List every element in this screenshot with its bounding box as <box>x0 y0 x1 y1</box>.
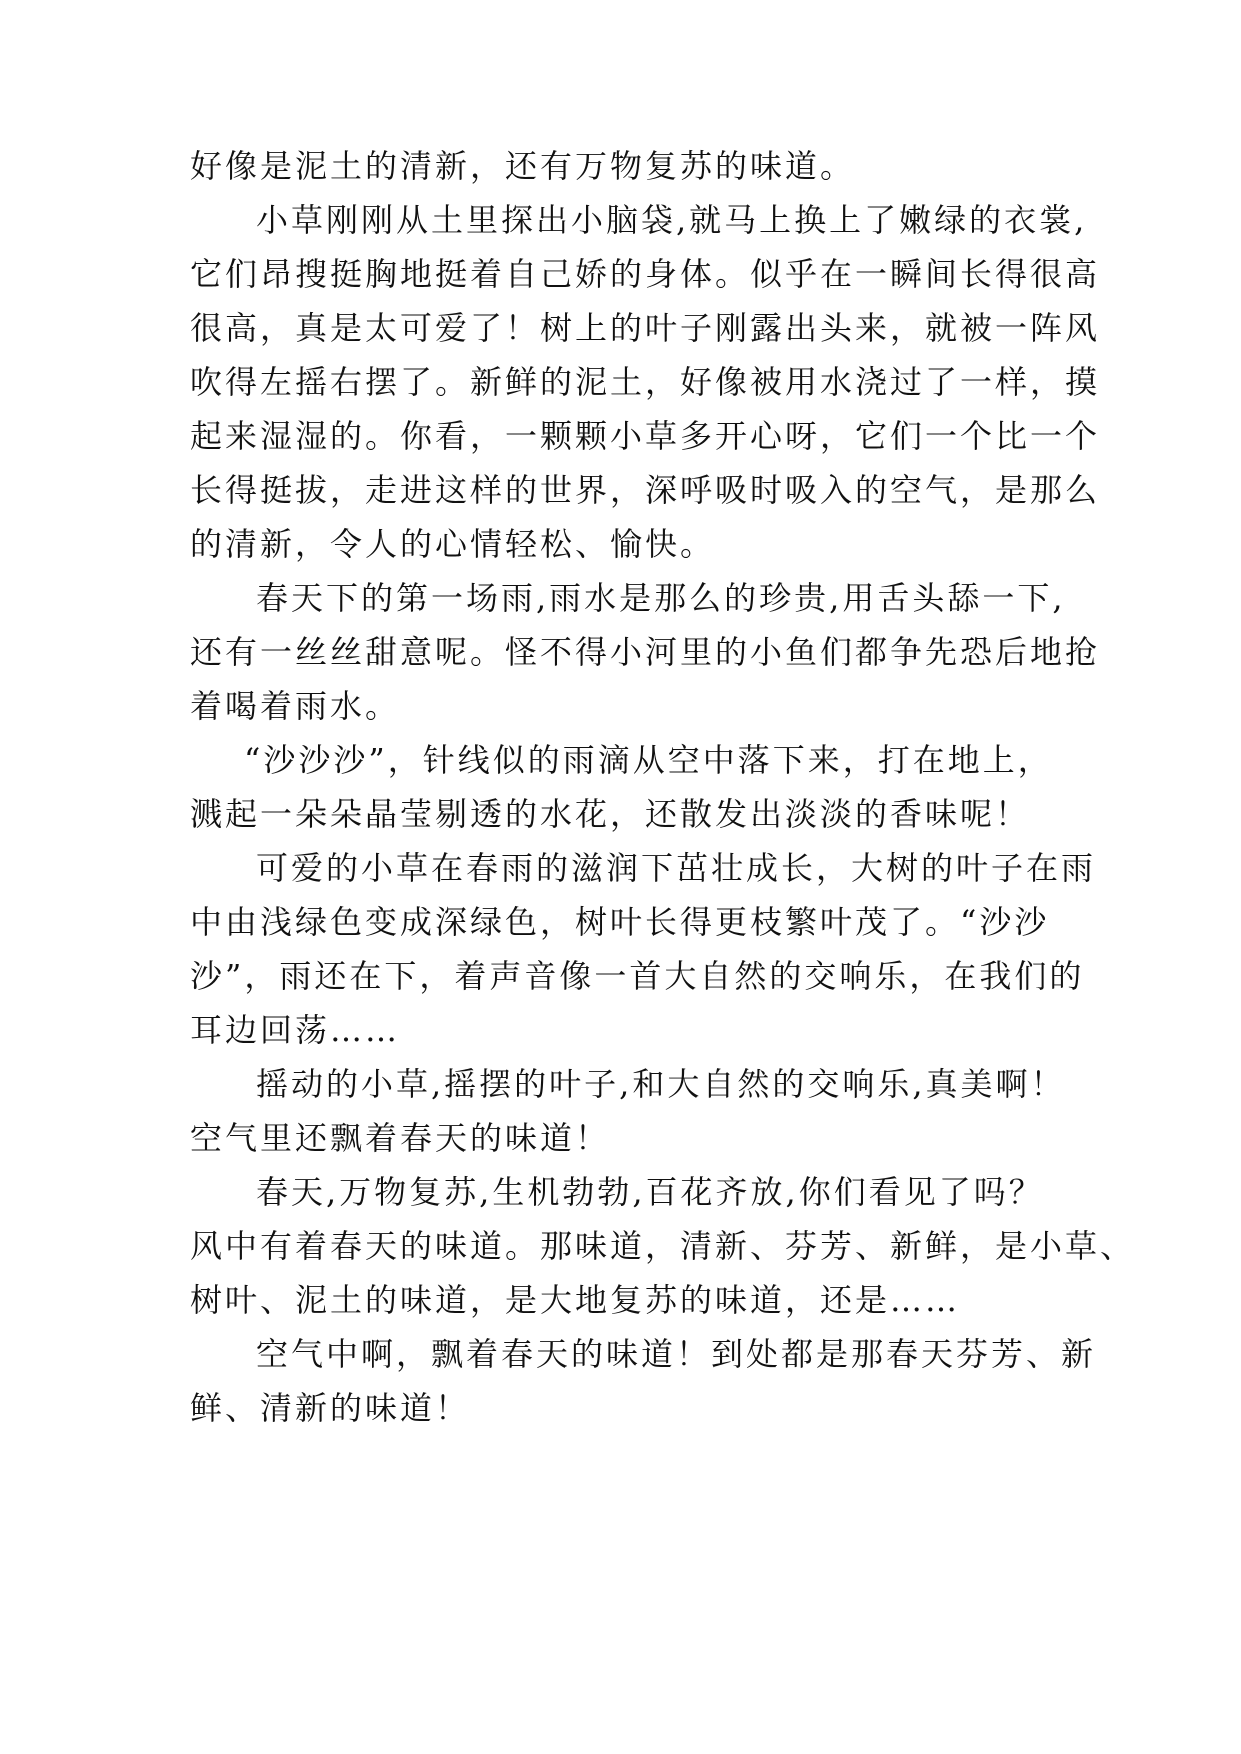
text-line: 很高，真是太可爱了！树上的叶子刚露出头来，就被一阵风 <box>190 309 1101 347</box>
text-line: 耳边回荡…… <box>190 1011 401 1049</box>
text-line: 中由浅绿色变成深绿色，树叶长得更枝繁叶茂了。“沙沙 <box>190 903 1050 941</box>
text-line: 可爱的小草在春雨的滋润下茁壮成长，大树的叶子在雨 <box>256 849 1097 887</box>
text-line: 长得挺拔，走进这样的世界，深呼吸时吸入的空气，是那么 <box>190 471 1101 509</box>
text-line: 小草刚刚从土里探出小脑袋,就马上换上了嫩绿的衣裳, <box>256 201 1088 239</box>
text-line: 的清新，令人的心情轻松、愉快。 <box>190 525 716 563</box>
text-line: 摇动的小草,摇摆的叶子,和大自然的交响乐,真美啊！ <box>256 1065 1066 1103</box>
text-line: 树叶、泥土的味道，是大地复苏的味道，还是…… <box>190 1281 961 1319</box>
text-line: 鲜、清新的味道！ <box>190 1389 471 1427</box>
text-line: 它们昂搜挺胸地挺着自己娇的身体。似乎在一瞬间长得很高 <box>190 255 1101 293</box>
text-line: 春天下的第一场雨,雨水是那么的珍贵,用舌头舔一下, <box>256 579 1066 617</box>
text-line: 还有一丝丝甜意呢。怪不得小河里的小鱼们都争先恐后地抢 <box>190 633 1101 671</box>
text-line: 空气里还飘着春天的味道！ <box>190 1119 611 1157</box>
text-line: “沙沙沙”，针线似的雨滴从空中落下来，打在地上， <box>244 741 1053 779</box>
text-line: 溅起一朵朵晶莹剔透的水花，还散发出淡淡的香味呢！ <box>190 795 1031 833</box>
text-line: 吹得左摇右摆了。新鲜的泥土，好像被用水浇过了一样，摸 <box>190 363 1101 401</box>
text-line: 沙”，雨还在下，着声音像一首大自然的交响乐，在我们的 <box>190 957 1085 995</box>
text-line: 风中有着春天的味道。那味道，清新、芬芳、新鲜，是小草、 <box>190 1227 1136 1265</box>
text-line: 空气中啊，飘着春天的味道！到处都是那春天芬芳、新 <box>256 1335 1097 1373</box>
text-line: 春天,万物复苏,生机勃勃,百花齐放,你们看见了吗？ <box>256 1173 1044 1211</box>
text-line: 好像是泥土的清新，还有万物复苏的味道。 <box>190 147 856 185</box>
text-line: 着喝着雨水。 <box>190 687 401 725</box>
text-line: 起来湿湿的。你看，一颗颗小草多开心呀，它们一个比一个 <box>190 417 1101 455</box>
